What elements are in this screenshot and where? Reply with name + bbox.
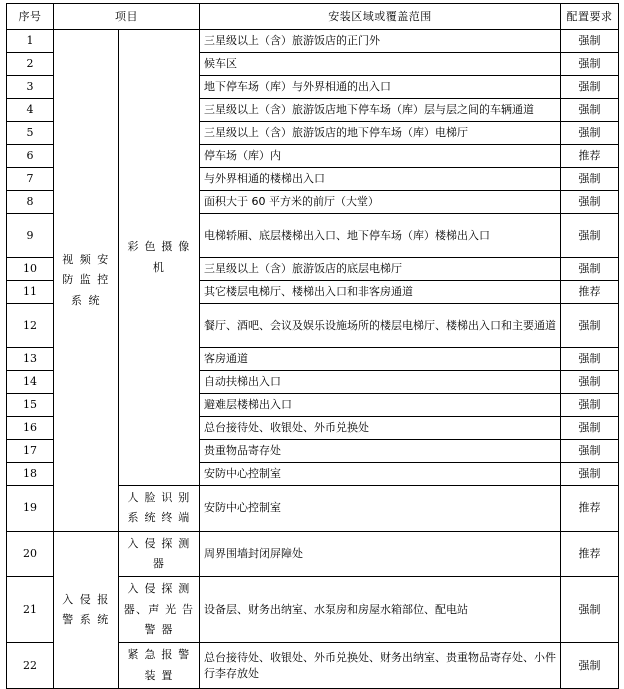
row-number: 4 xyxy=(7,99,54,122)
requirement-value: 强制 xyxy=(561,122,619,145)
row-number: 12 xyxy=(7,304,54,348)
device-cell-face-terminal xyxy=(119,486,200,532)
device-label-intrusion-sound-line2: 器、声 光 告 xyxy=(123,602,195,616)
header-no: 序号 xyxy=(7,4,54,30)
device-cell-color-camera xyxy=(119,30,200,486)
header-item: 项目 xyxy=(54,4,200,30)
requirement-value: 推荐 xyxy=(561,486,619,532)
row-number: 19 xyxy=(7,486,54,532)
row-number: 21 xyxy=(7,577,54,643)
row-number: 17 xyxy=(7,440,54,463)
requirement-value: 推荐 xyxy=(561,281,619,304)
row-number: 2 xyxy=(7,53,54,76)
row-number: 22 xyxy=(7,643,54,689)
device-cell-intrusion-sound-alarm xyxy=(119,577,200,643)
requirement-value: 强制 xyxy=(561,304,619,348)
area-description: 安防中心控制室 xyxy=(200,463,561,486)
area-description: 其它楼层电梯厅、楼梯出入口和非客房通道 xyxy=(200,281,561,304)
requirement-value: 强制 xyxy=(561,417,619,440)
area-description: 三星级以上（含）旅游饭店的底层电梯厅 xyxy=(200,258,561,281)
area-description: 餐厅、酒吧、会议及娱乐设施场所的楼层电梯厅、楼梯出入口和主要通道 xyxy=(200,304,561,348)
requirement-value: 强制 xyxy=(561,348,619,371)
row-number: 6 xyxy=(7,145,54,168)
device-label-face-terminal-line1: 人 脸 识 别 xyxy=(127,491,191,504)
requirement-value: 强制 xyxy=(561,214,619,258)
row-number: 8 xyxy=(7,191,54,214)
requirement-value: 推荐 xyxy=(561,145,619,168)
device-label-intrusion-detector-line1: 入 侵 探 测 xyxy=(127,536,191,550)
installation-spec-table xyxy=(6,3,619,689)
row-number: 20 xyxy=(7,531,54,577)
area-description: 设备层、财务出纳室、水泵房和房屋水箱部位、配电站 xyxy=(200,577,561,643)
device-label-intrusion-sound-line1: 入 侵 探 测 xyxy=(127,582,191,596)
row-number: 15 xyxy=(7,394,54,417)
group-label-video-system: 视 频 安 防 监 控 系 统 xyxy=(62,252,110,307)
row-number: 1 xyxy=(7,30,54,53)
area-description: 电梯轿厢、底层楼梯出入口、地下停车场（库）楼梯出入口 xyxy=(200,214,561,258)
area-description: 安防中心控制室 xyxy=(200,486,561,532)
area-description: 面积大于 60 平方米的前厅（大堂） xyxy=(200,191,561,214)
area-description: 自动扶梯出入口 xyxy=(200,371,561,394)
requirement-value: 强制 xyxy=(561,643,619,689)
requirement-value: 强制 xyxy=(561,440,619,463)
row-number: 3 xyxy=(7,76,54,99)
area-description: 三星级以上（含）旅游饭店地下停车场（库）层与层之间的车辆通道 xyxy=(200,99,561,122)
area-description: 与外界相通的楼梯出入口 xyxy=(200,168,561,191)
requirement-value: 强制 xyxy=(561,463,619,486)
row-number: 7 xyxy=(7,168,54,191)
requirement-value: 强制 xyxy=(561,258,619,281)
table-header-row xyxy=(7,4,619,30)
requirement-value: 强制 xyxy=(561,99,619,122)
device-label-intrusion-sound-line3: 警 器 xyxy=(144,623,174,637)
area-description: 地下停车场（库）与外界相通的出入口 xyxy=(200,76,561,99)
area-description: 周界围墙封闭屏障处 xyxy=(200,531,561,577)
row-number: 14 xyxy=(7,371,54,394)
area-description: 避难层楼梯出入口 xyxy=(200,394,561,417)
requirement-value: 推荐 xyxy=(561,531,619,577)
area-description: 停车场（库）内 xyxy=(200,145,561,168)
header-area: 安装区域或覆盖范围 xyxy=(200,4,561,30)
device-label-color-camera: 彩 色 摄 像 机 xyxy=(127,240,191,274)
requirement-value: 强制 xyxy=(561,577,619,643)
requirement-value: 强制 xyxy=(561,76,619,99)
device-label-intrusion-detector-line2: 器 xyxy=(152,557,166,571)
group-cell-video-system xyxy=(54,30,119,532)
requirement-value: 强制 xyxy=(561,53,619,76)
area-description: 贵重物品寄存处 xyxy=(200,440,561,463)
group-label-intrusion-system: 入 侵 报 警 系 统 xyxy=(62,592,110,626)
table-row xyxy=(7,531,619,577)
area-description: 总台接待处、收银处、外币兑换处 xyxy=(200,417,561,440)
requirement-value: 强制 xyxy=(561,30,619,53)
area-description: 候车区 xyxy=(200,53,561,76)
area-description: 三星级以上（含）旅游饭店的正门外 xyxy=(200,30,561,53)
requirement-value: 强制 xyxy=(561,191,619,214)
device-label-emergency-alarm-line2: 装 置 xyxy=(144,668,174,682)
row-number: 10 xyxy=(7,258,54,281)
device-label-emergency-alarm-line1: 紧 急 报 警 xyxy=(127,648,191,662)
device-cell-intrusion-detector xyxy=(119,531,200,577)
row-number: 11 xyxy=(7,281,54,304)
row-number: 9 xyxy=(7,214,54,258)
device-label-face-terminal-line2: 系 统 终 端 xyxy=(127,511,191,525)
requirement-value: 强制 xyxy=(561,371,619,394)
area-description: 总台接待处、收银处、外币兑换处、财务出纳室、贵重物品寄存处、小件行李存放处 xyxy=(200,643,561,689)
requirement-value: 强制 xyxy=(561,394,619,417)
requirement-value: 强制 xyxy=(561,168,619,191)
table-header xyxy=(7,4,619,30)
row-number: 16 xyxy=(7,417,54,440)
area-description: 客房通道 xyxy=(200,348,561,371)
header-requirement: 配置要求 xyxy=(561,4,619,30)
row-number: 18 xyxy=(7,463,54,486)
area-description: 三星级以上（含）旅游饭店的地下停车场（库）电梯厅 xyxy=(200,122,561,145)
group-cell-intrusion-system xyxy=(54,531,119,688)
device-cell-emergency-alarm xyxy=(119,643,200,689)
row-number: 13 xyxy=(7,348,54,371)
table-body xyxy=(7,30,619,689)
row-number: 5 xyxy=(7,122,54,145)
table-row xyxy=(7,30,619,53)
